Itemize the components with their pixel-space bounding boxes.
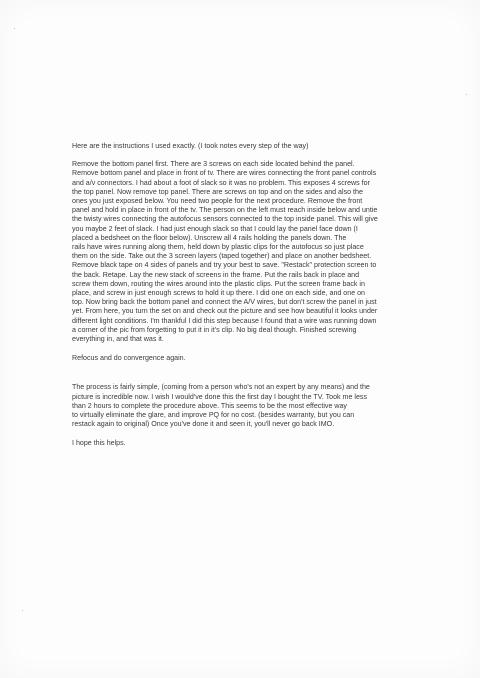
closing-paragraph: I hope this helps.	[72, 439, 126, 448]
refocus-paragraph: Refocus and do convergence again.	[72, 354, 186, 363]
scan-speck	[466, 94, 467, 95]
scan-speck	[14, 28, 15, 29]
process-paragraph: The process is fairly simple, (coming from a person who's not an expert by any means) and the picture is incredible now. I wish I would've done this the first day I bought the TV. Took me less than 2 hours to complete the procedure above. This seems to be the most effective way to virtually eliminate the glare, and improve PQ for no cost. (besides warranty, but you can restack again to original) Once you've done it and seen it, you'll never go back IMO.	[72, 383, 370, 429]
intro-paragraph: Here are the instructions I used exactly. (I took notes every step of the way)	[72, 142, 309, 150]
instructions-paragraph: Remove the bottom panel first. There are 3 screws on each side located behind the panel. Remove bottom panel and place in front of tv. There are wires connecting the front panel controls and a/v connectors. I had about a foot of slack so it was no problem. This exposes 4 screws for the top panel. Now remove top panel. There are screws on top and on the sides and also the ones you just exposed below. You need two people for the next procedure. Remove the front panel and hold in place in front of the tv. The person on the left must reach inside below and untie the twisty wires connecting the autofocus sensors connected to the top inside panel. This will give you maybe 2 feet of slack. I had just enough slack so that I could lay the panel face down (I placed a bedsheet on the floor below). Unscrew all 4 rails holding the panels down. The rails have wires running along them, held down by plastic clips for the autofocus so just place them on the side. Take out the 3 screen layers (taped together) and place on another bedsheet. Remove black tape on 4 sides of panels and try your best to save. "Restack" protection screen to the back. Retape. Lay the new stack of screens in the frame. Put the rails back in place and screw them down, routing the wires around into the plastic clips. Put the screen frame back in place, and screw in just enough screws to hold it up there. I did one on each side, and one on top. Now bring back the bottom panel and connect the A/V wires, but don't screw the panel in just yet. From here, you turn the set on and check out the picture and see how beautiful it looks under different light conditions. I'm thankful I did this step because I found that a wire was running down a corner of the pic from forgetting to put it in it's clip. No big deal though. Finished screwing everything in, and that was it.	[72, 160, 378, 344]
document-body	[72, 142, 422, 449]
scan-speck	[22, 610, 23, 611]
